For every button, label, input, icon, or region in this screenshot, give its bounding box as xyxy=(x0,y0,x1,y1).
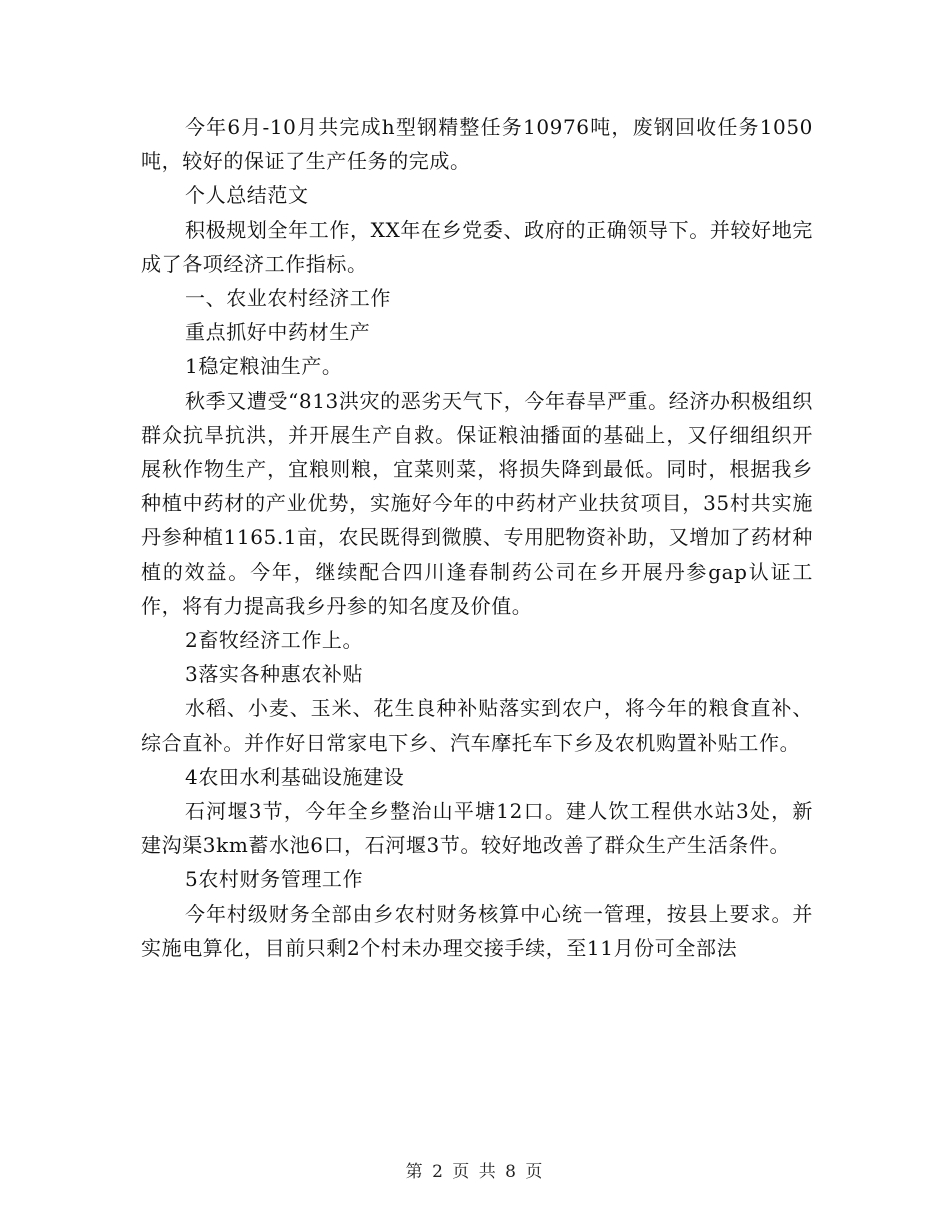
paragraph-irrigation: 石河堰3节，今年全乡整治山平塘12口。建人饮工程供水站3处，新建沟渠3km蓄水池6口，石河堰3节。较好地改善了群众生产生活条件。 xyxy=(141,799,813,858)
document-body xyxy=(141,110,813,965)
heading-irrigation: 4农田水利基础设施建设 xyxy=(185,764,405,789)
heading-agriculture-economy: 一、农业农村经济工作 xyxy=(185,286,391,311)
heading-finance: 5农村财务管理工作 xyxy=(185,867,364,892)
heading-grain-oil: 1稳定粮油生产。 xyxy=(185,354,343,379)
paragraph-finance: 今年村级财务全部由乡农村财务核算中心统一管理，按县上要求。并实施电算化，目前只剩2个村未办理交接手续，至11月份可全部法 xyxy=(141,901,813,960)
heading-personal-summary: 个人总结范文 xyxy=(185,183,309,208)
paragraph-subsidies: 水稻、小麦、玉米、花生良种补贴落实到农户，将今年的粮食直补、综合直补。并作好日常家电下乡、汽车摩托车下乡及农机购置补贴工作。 xyxy=(141,696,813,755)
page-number-footer: 第 2 页 共 8 页 xyxy=(405,1162,545,1182)
paragraph-production-summary: 今年6月-10月共完成h型钢精整任务10976吨，废钢回收任务1050吨，较好的保证了生产任务的完成。 xyxy=(141,115,813,174)
paragraph-annual-work: 积极规划全年工作，XX年在乡党委、政府的正确领导下。并较好地完成了各项经济工作指标。 xyxy=(141,217,813,276)
heading-livestock: 2畜牧经济工作上。 xyxy=(185,628,364,653)
paragraph-flood-drought: 秋季又遭受“813洪灾的恶劣天气下，今年春旱严重。经济办积极组织群众抗旱抗洪，并开展生产自救。保证粮油播面的基础上，又仔细组织开展秋作物生产，宜粮则粮，宜菜则菜，将损失降到最低。同时，根据我乡种植中药材的产业优势，实施好今年的中药材产业扶贫项目，35村共实施丹参种植1165.1亩，农民既得到微膜、专用肥物资补助，又增加了药材种植的效益。今年，继续配合四川逢春制药公司在乡开展丹参gap认证工作，将有力提高我乡丹参的知名度及价值。 xyxy=(141,388,813,618)
heading-subsidies: 3落实各种惠农补贴 xyxy=(185,662,364,687)
heading-herbal-production: 重点抓好中药材生产 xyxy=(185,320,371,345)
